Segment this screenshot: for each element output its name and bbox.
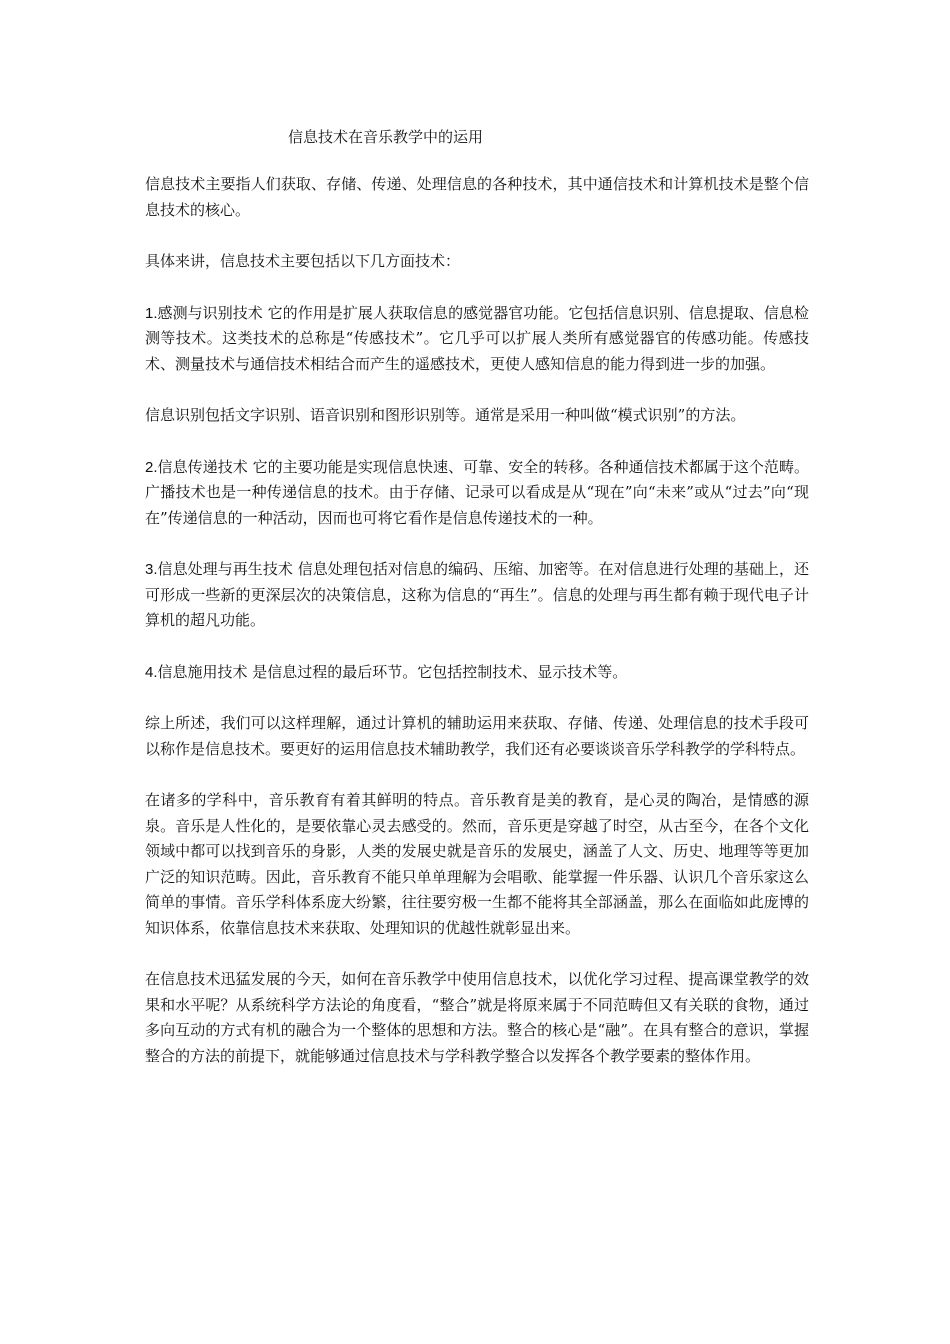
paragraph-item-1	[145, 301, 809, 378]
paragraph-item-4	[145, 660, 809, 686]
paragraph-intro	[145, 172, 809, 223]
document-title: 信息技术在音乐教学中的运用	[288, 128, 484, 146]
paragraph-music-features	[145, 788, 809, 941]
paragraph-text: 综上所述，我们可以这样理解，通过计算机的辅助运用来获取、存储、传递、处理信息的技术手段可以称作是信息技术。要更好的运用信息技术辅助教学，我们还有必要谈谈音乐学科教学的学科特点。	[145, 714, 809, 758]
paragraph-item-3	[145, 557, 809, 634]
item-number: 2.	[145, 458, 158, 476]
paragraph-text: 信息技术主要指人们获取、存储、传递、处理信息的各种技术，其中通信技术和计算机技术是整个信息技术的核心。	[145, 175, 809, 219]
item-number: 4.	[145, 663, 158, 681]
paragraph-text: 信息识别包括文字识别、语音识别和图形识别等。通常是采用一种叫做“模式识别”的方法。	[145, 406, 746, 424]
paragraph-text: 信息施用技术 是信息过程的最后环节。它包括控制技术、显示技术等。	[157, 662, 628, 681]
item-number: 3.	[145, 561, 158, 578]
document-body	[145, 172, 809, 1095]
paragraph-text: 具体来讲，信息技术主要包括以下几方面技术：	[145, 252, 461, 270]
paragraph-text: 信息处理与再生技术 信息处理包括对信息的编码、压缩、加密等。在对信息进行处理的基础上，还可形成一些新的更深层次的决策信息，这称为信息的“再生”。信息的处理与再生都有赖于现代电子计算机的超凡功能。	[145, 560, 809, 629]
paragraph-text: 在诸多的学科中，音乐教育有着其鲜明的特点。音乐教育是美的教育，是心灵的陶冶，是情感的源泉。音乐是人性化的，是要依靠心灵去感受的。然而，音乐更是穿越了时空，从古至今，在各个文化领域中都可以找到音乐的身影，人类的发展史就是音乐的发展史，涵盖了人文、历史、地理等等更加广泛的知识范畴。因此，音乐教育不能只单单理解为会唱歌、能掌握一件乐器、认识几个音乐家这么简单的事情。音乐学科体系庞大纷繁，往往要穷极一生都不能将其全部涵盖，那么在面临如此庞博的知识体系，依靠信息技术来获取、处理知识的优越性就彰显出来。	[145, 791, 809, 937]
paragraph-integration	[145, 967, 809, 1069]
paragraph-text: 信息传递技术 它的主要功能是实现信息快速、可靠、安全的转移。各种通信技术都属于这个范畴。广播技术也是一种传递信息的技术。由于存储、记录可以看成是从“现在”向“未来”或从“过去”向“现在”传递信息的一种活动，因而也可将它看作是信息传递技术的一种。	[145, 457, 809, 527]
paragraph-text: 在信息技术迅猛发展的今天，如何在音乐教学中使用信息技术，以优化学习过程、提高课堂教学的效果和水平呢？从系统科学方法论的角度看，“整合”就是将原来属于不同范畴但又有关联的食物，通过多向互动的方式有机的融合为一个整体的思想和方法。整合的核心是“融”。在具有整合的意识，掌握整合的方法的前提下，就能够通过信息技术与学科教学整合以发挥各个教学要素的整体作用。	[145, 970, 809, 1065]
paragraph-summary	[145, 711, 809, 762]
paragraph-item-2	[145, 455, 809, 532]
paragraph-overview	[145, 249, 809, 275]
item-number: 1.	[145, 304, 158, 322]
paragraph-text: 感测与识别技术 它的作用是扩展人获取信息的感觉器官功能。它包括信息识别、信息提取、信息检测等技术。这类技术的总称是“传感技术”。它几乎可以扩展人类所有感觉器官的传感功能。传感技术、测量技术与通信技术相结合而产生的遥感技术，更使人感知信息的能力得到进一步的加强。	[145, 303, 809, 373]
paragraph-recognition	[145, 403, 809, 429]
